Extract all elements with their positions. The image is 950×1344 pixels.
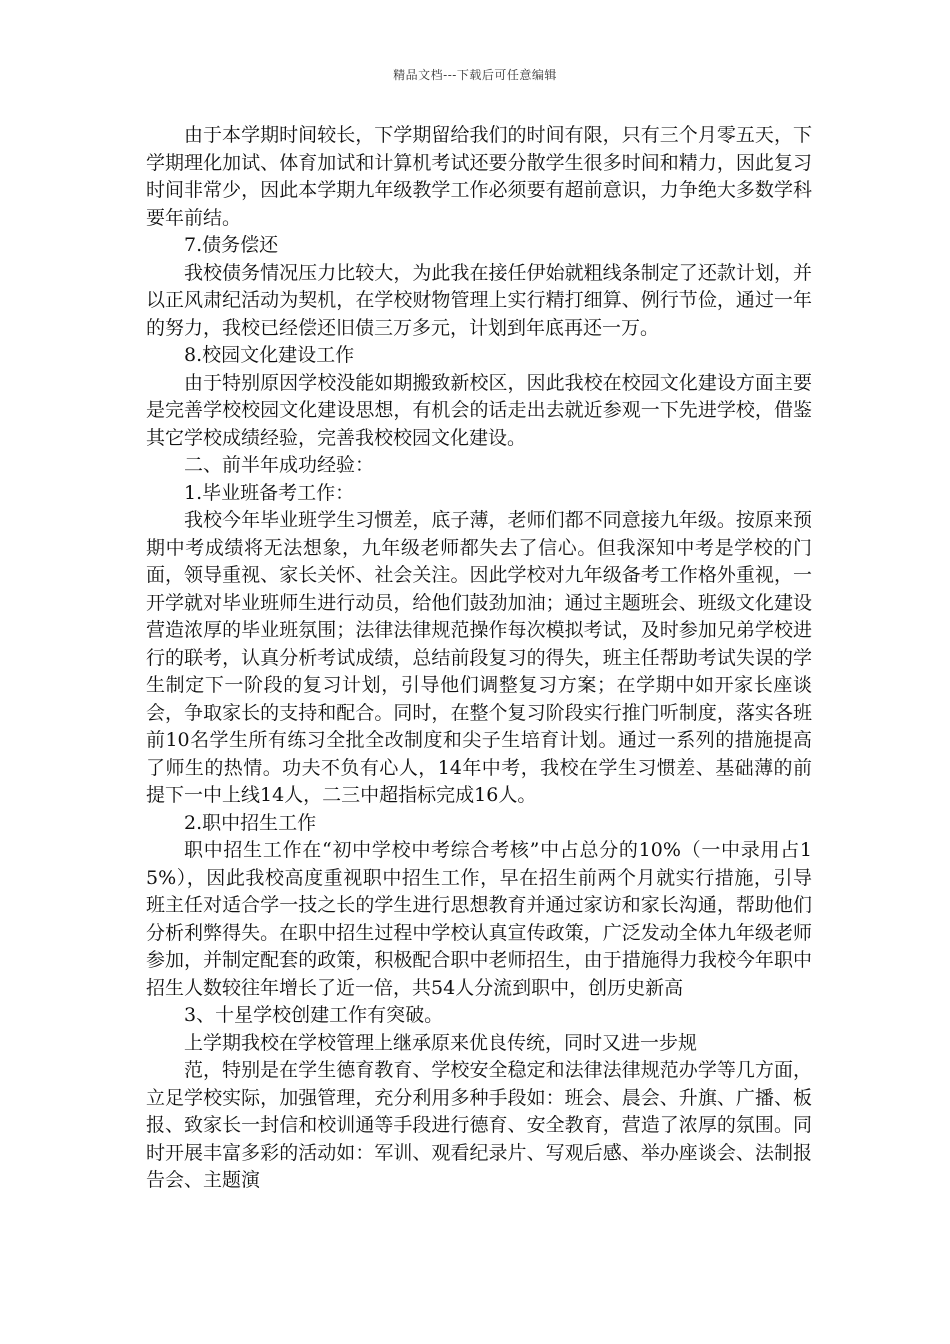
paragraph-graduation-prep: 我校今年毕业班学生习惯差，底子薄，老师们都不同意接九年级。按原来预期中考成绩将无法想象，九年级老师都失去了信心。但我深知中考是学校的门面，领导重视、家长关怀、社会关注。因此学校对九年级备考工作格外重视，一开学就对毕业班师生进行动员，给他们鼓劲加油；通过主题班会、班级文化建设营造浓厚的毕业班氛围；法律法律规范操作每次模拟考试，及时参加兄弟学校进行的联考，认真分析考试成绩，总结前段复习的得失，班主任帮助考试失误的学生制定下一阶段的复习计划，引导他们调整复习方案；在学期中如开家长座谈会，争取家长的支持和配合。同时，在整个复习阶段实行推门听制度，落实各班前10名学生所有练习全批全改制度和尖子生培育计划。通过一系列的措施提高了师生的热情。功夫不负有心人，14年中考，我校在学生习惯差、基础薄的前提下一中上线14人，二三中超指标完成16人。 <box>146 509 812 806</box>
paragraph-vocational-enrollment: 职中招生工作在“初中学校中考综合考核”中占总分的10%（一中录用占15%），因此我校高度重视职中招生工作，早在招生前两个月就实行措施，引导班主任对适合学一技之长的学生进行思想教育并通过家访和家长沟通，帮助他们分析利弊得失。在职中招生过程中学校认真宣传政策，广泛发动全体九年级老师参加，并制定配套的政策，积极配合职中老师招生，由于措施得力我校今年职中招生人数较往年增长了近一倍，共54人分流到职中，创历史新高 <box>146 839 812 999</box>
section-heading-graduation-prep: 1.毕业班备考工作： <box>184 481 355 504</box>
section-heading-experience: 二、前半年成功经验： <box>184 454 375 476</box>
paragraph-debt: 我校债务情况压力比较大，为此我在接任伊始就粗线条制定了还款计划，并以正风肃纪活动为契机，在学校财物管理上实行精打细算、例行节俭，通过一年的努力，我校已经偿还旧债三万多元，计划到年底再还一万。 <box>146 261 812 339</box>
section-heading-vocational-enrollment: 2.职中招生工作 <box>184 811 317 834</box>
document-body <box>146 122 812 1195</box>
section-heading-debt: 7.债务偿还 <box>184 234 279 256</box>
page-header: 精品文档---下载后可任意编辑 <box>393 68 557 82</box>
paragraph-ten-star-details: 范，特别是在学生德育教育、学校安全稳定和法律法律规范办学等几方面，立足学校实际，加强管理，充分利用多种手段如：班会、晨会、升旗、广播、板报、致家长一封信和校训通等手段进行德育、安全教育，营造了浓厚的氛围。同时开展丰富多彩的活动如：军训、观看纪录片、写观后感、举办座谈会、法制报告会、主题演 <box>146 1059 812 1191</box>
paragraph-campus-culture: 由于特别原因学校没能如期搬致新校区，因此我校在校园文化建设方面主要是完善学校校园文化建设思想，有机会的话走出去就近参观一下先进学校，借鉴其它学校成绩经验，完善我校校园文化建设。 <box>146 371 812 449</box>
paragraph-review-time: 由于本学期时间较长，下学期留给我们的时间有限，只有三个月零五天，下学期理化加试、体育加试和计算机考试还要分散学生很多时间和精力，因此复习时间非常少，因此本学期九年级教学工作必须要有超前意识，力争绝大多数学科要年前结。 <box>146 124 812 229</box>
section-heading-ten-star-school: 3、十星学校创建工作有突破。 <box>184 1004 444 1026</box>
section-heading-campus-culture: 8.校园文化建设工作 <box>184 344 355 366</box>
paragraph-ten-star-intro: 上学期我校在学校管理上继承原来优良传统，同时又进一步规 <box>184 1031 698 1054</box>
